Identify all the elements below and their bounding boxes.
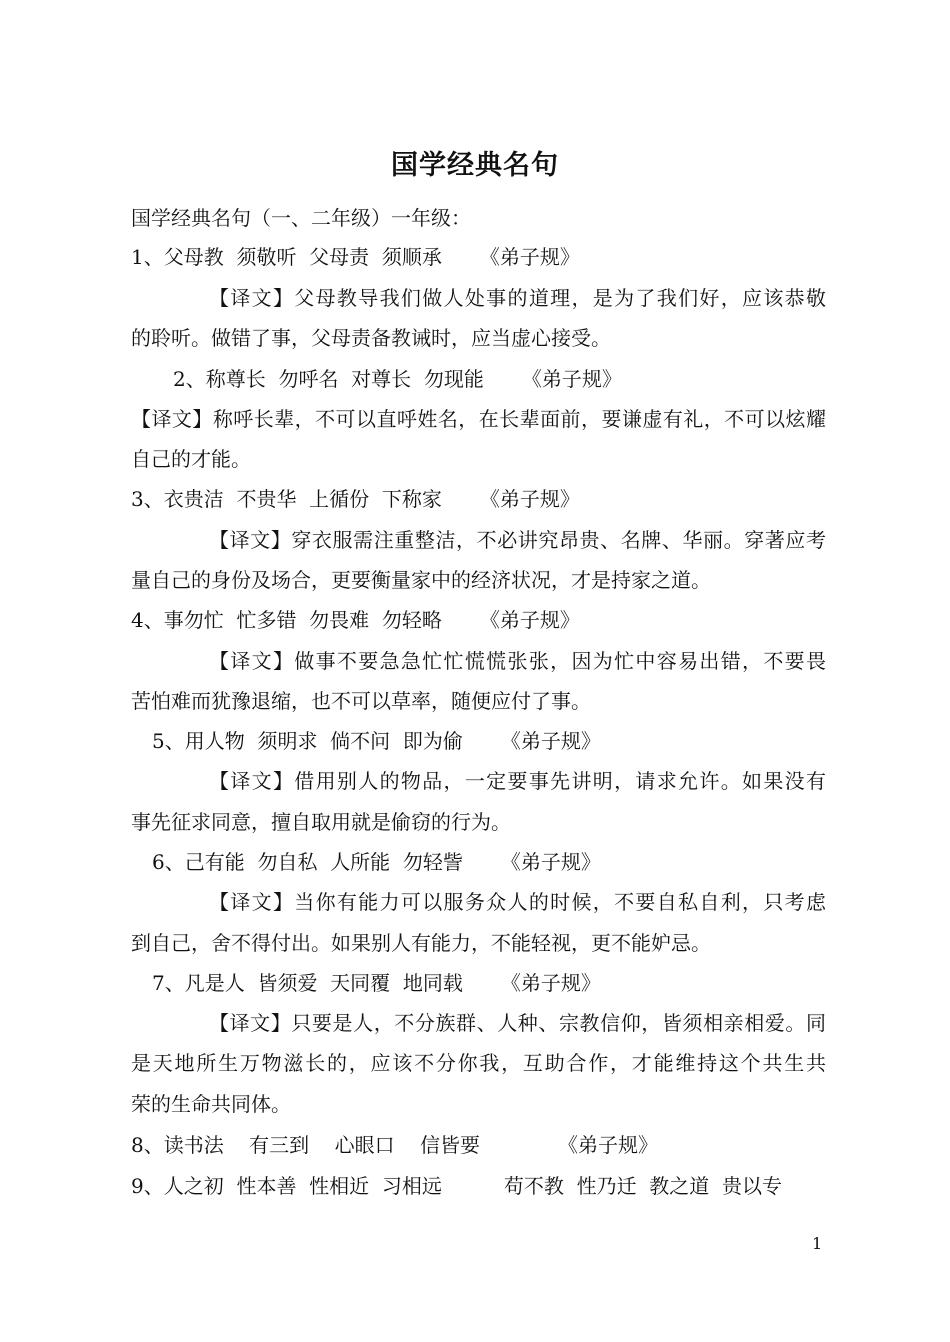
verse-source: 《弟子规》 xyxy=(500,971,601,995)
verse-line-7 xyxy=(152,970,847,996)
translation-4-line-1: 【译文】做事不要急急忙忙慌慌张张，因为忙中容易出错，不要畏 xyxy=(209,649,826,673)
translation-6-line-1: 【译文】当你有能力可以服务众人的时候，不要自私自利，只考虑 xyxy=(209,890,826,914)
translation-6-line-2: 到自己，舍不得付出。如果别人有能力，不能轻视，更不能妒忌。 xyxy=(131,931,711,955)
verse-line-9 xyxy=(131,1173,826,1199)
translation-4-line-2: 苦怕难而犹豫退缩，也不可以草率，随便应付了事。 xyxy=(131,689,591,713)
verse-text: 6、己有能 勿自私 人所能 勿轻訾 xyxy=(152,850,463,874)
translation-3-line-2: 量自己的身份及场合，更要衡量家中的经济状况，才是持家之道。 xyxy=(131,568,711,592)
translation-7-line-3: 荣的生命共同体。 xyxy=(131,1092,291,1116)
verse-line-5 xyxy=(152,728,847,754)
translation-2-line-2: 自己的才能。 xyxy=(131,447,251,471)
translation-5-line-1: 【译文】借用别人的物品，一定要事先讲明，请求允许。如果没有 xyxy=(209,769,826,793)
verse-source: 《弟子规》 xyxy=(479,245,580,269)
verse-source: 《弟子规》 xyxy=(500,729,601,753)
verse-source: 《弟子规》 xyxy=(479,487,580,511)
verse-line-8 xyxy=(131,1132,826,1158)
translation-1-line-2: 的聆听。做错了事，父母责备教诫时，应当虚心接受。 xyxy=(131,326,611,350)
verse-line-3 xyxy=(131,486,826,512)
verse-text: 3、衣贵洁 不贵华 上循份 下称家 xyxy=(131,487,442,511)
page-number: 1 xyxy=(812,1234,823,1253)
verse-text: 9、人之初 性本善 性相近 习相远 xyxy=(131,1174,442,1198)
translation-1-line-1: 【译文】父母教导我们做人处事的道理，是为了我们好，应该恭敬 xyxy=(209,286,826,310)
subtitle: 国学经典名句（一、二年级）一年级： xyxy=(131,206,471,230)
verse-text: 1、父母教 须敬听 父母责 须顺承 xyxy=(131,245,442,269)
verse-line-2 xyxy=(173,366,868,392)
translation-7-line-2: 是天地所生万物滋长的，应该不分你我，互助合作，才能维持这个共生共 xyxy=(131,1051,826,1075)
verse-continuation: 苟不教 性乃迁 教之道 贵以专 xyxy=(503,1174,783,1198)
verse-text: 2、称尊长 勿呼名 对尊长 勿现能 xyxy=(173,367,484,391)
translation-7-line-1: 【译文】只要是人，不分族群、人种、宗教信仰，皆须相亲相爱。同 xyxy=(209,1011,826,1035)
verse-text: 5、用人物 须明求 倘不问 即为偷 xyxy=(152,729,463,753)
verse-text: 7、凡是人 皆须爱 天同覆 地同载 xyxy=(152,971,463,995)
verse-text: 4、事勿忙 忙多错 勿畏难 勿轻略 xyxy=(131,608,442,632)
page-title: 国学经典名句 xyxy=(391,150,559,181)
translation-2-line-1: 【译文】称呼长辈，不可以直呼姓名，在长辈面前，要谦虚有礼，不可以炫耀 xyxy=(131,407,826,431)
translation-5-line-2: 事先征求同意，擅自取用就是偷窃的行为。 xyxy=(131,810,511,834)
verse-text: 8、读书法 有三到 心眼口 信皆要 xyxy=(131,1133,481,1157)
verse-source: 《弟子规》 xyxy=(521,367,622,391)
verse-source: 《弟子规》 xyxy=(479,608,580,632)
verse-line-1 xyxy=(131,244,826,270)
verse-source: 《弟子规》 xyxy=(500,850,601,874)
verse-line-4 xyxy=(131,607,826,633)
verse-source: 《弟子规》 xyxy=(558,1133,659,1157)
translation-3-line-1: 【译文】穿衣服需注重整洁，不必讲究昂贵、名牌、华丽。穿著应考 xyxy=(209,528,826,552)
verse-line-6 xyxy=(152,849,847,875)
